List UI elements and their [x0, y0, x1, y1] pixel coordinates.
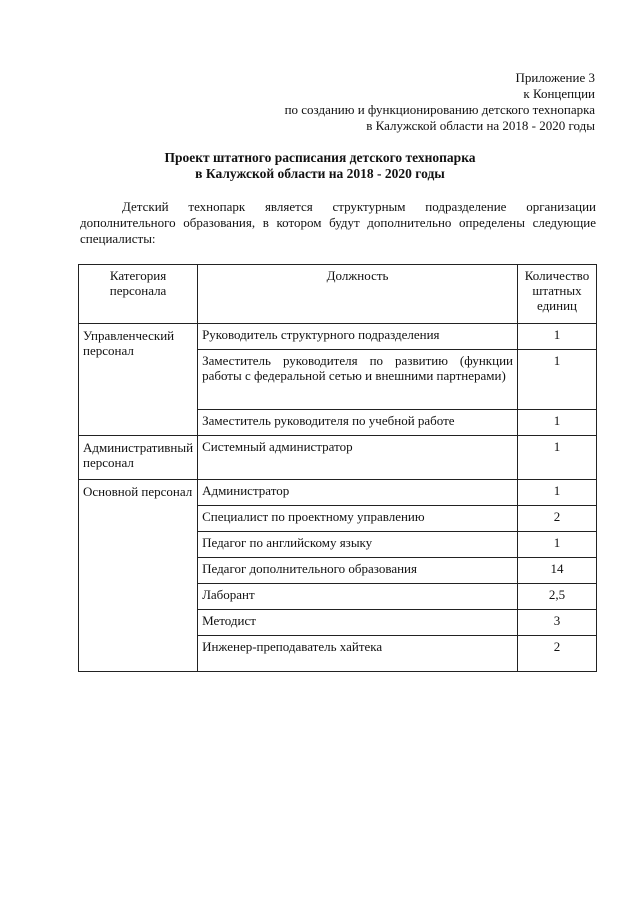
- staff-table: [78, 264, 597, 672]
- count-cell: 1: [518, 480, 597, 506]
- position-cell: Заместитель руководителя по развитию (функции работы с федеральной сетью и внешними партнерами): [198, 350, 518, 410]
- header-category: Категория персонала: [79, 265, 198, 324]
- count-cell: 1: [518, 350, 597, 410]
- position-cell: Администратор: [198, 480, 518, 506]
- count-cell: 1: [518, 410, 597, 436]
- appendix-line: Приложение 3: [515, 70, 595, 85]
- document-title: [0, 150, 640, 182]
- count-cell: 1: [518, 436, 597, 480]
- position-cell: Специалист по проектному управлению: [198, 506, 518, 532]
- appendix-line: к Концепции: [523, 86, 595, 101]
- appendix-header: [285, 70, 595, 134]
- position-cell: Системный администратор: [198, 436, 518, 480]
- table-header-row: [79, 265, 597, 324]
- appendix-line: в Калужской области на 2018 - 2020 годы: [366, 118, 595, 133]
- count-cell: 14: [518, 558, 597, 584]
- position-cell: Педагог по английскому языку: [198, 532, 518, 558]
- title-line: Проект штатного расписания детского технопарка: [164, 150, 476, 165]
- table-row: [79, 436, 597, 480]
- header-position: Должность: [198, 265, 518, 324]
- count-cell: 2,5: [518, 584, 597, 610]
- position-cell: Методист: [198, 610, 518, 636]
- position-cell: Педагог дополнительного образования: [198, 558, 518, 584]
- header-count: Количество штатных единиц: [518, 265, 597, 324]
- count-cell: 1: [518, 532, 597, 558]
- table-row: [79, 324, 597, 350]
- intro-paragraph: Детский технопарк является структурным подразделение организации дополнительного образования, в котором будут дополнительно определены следующие специалисты:: [80, 199, 596, 246]
- count-cell: 3: [518, 610, 597, 636]
- count-cell: 1: [518, 324, 597, 350]
- position-cell: Инженер-преподаватель хайтека: [198, 636, 518, 672]
- appendix-line: по созданию и функционированию детского технопарка: [284, 102, 595, 117]
- count-cell: 2: [518, 636, 597, 672]
- title-line: в Калужской области на 2018 - 2020 годы: [195, 166, 445, 181]
- category-cell: Управленческий персонал: [79, 324, 198, 436]
- position-cell: Руководитель структурного подразделения: [198, 324, 518, 350]
- position-cell: Заместитель руководителя по учебной работе: [198, 410, 518, 436]
- table-row: [79, 480, 597, 506]
- category-cell: Основной персонал: [79, 480, 198, 672]
- count-cell: 2: [518, 506, 597, 532]
- category-cell: Административный персонал: [79, 436, 198, 480]
- position-cell: Лаборант: [198, 584, 518, 610]
